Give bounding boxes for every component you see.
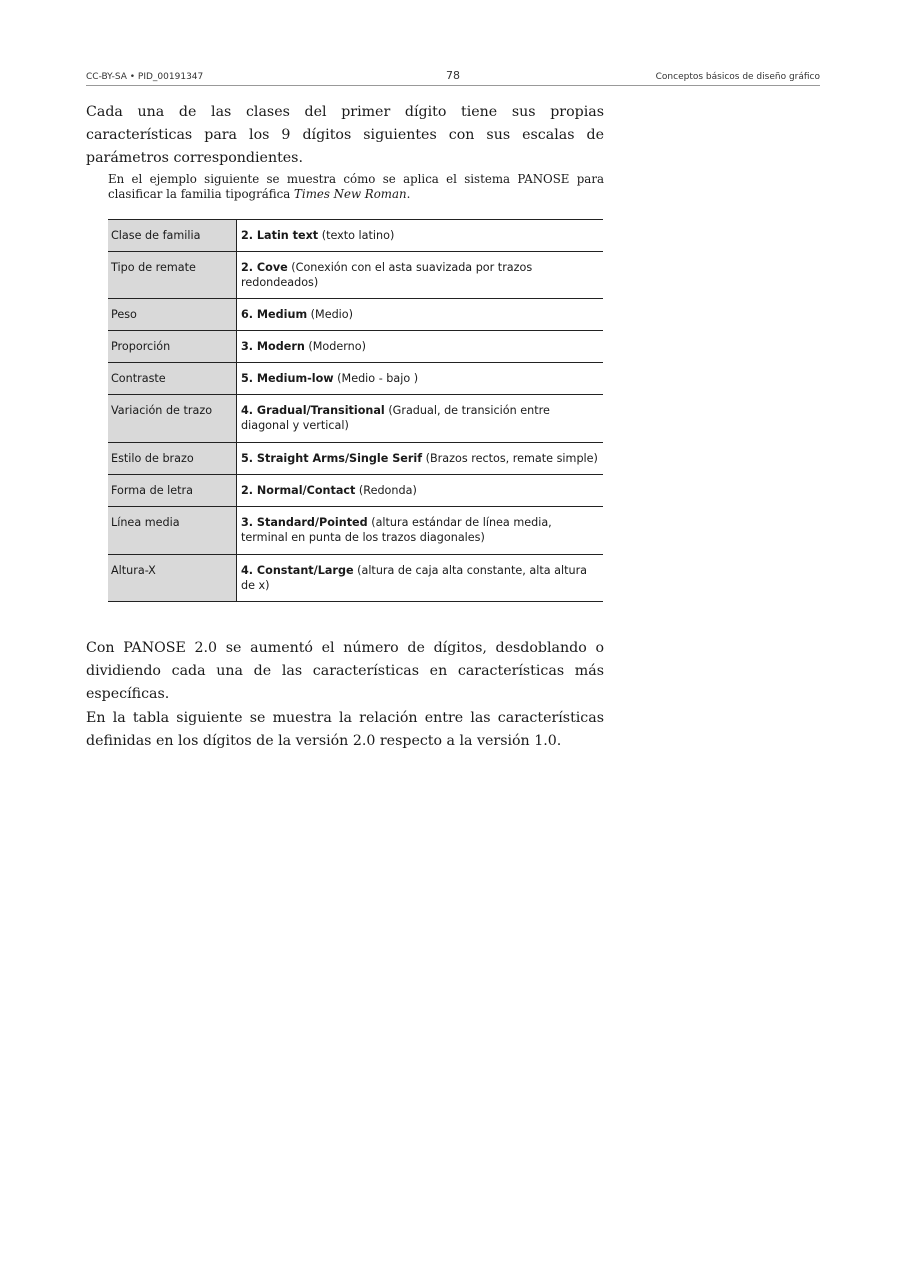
- row-value: [237, 252, 604, 299]
- value-code: 3. Modern: [241, 340, 305, 353]
- value-code: 3. Standard/Pointed: [241, 516, 368, 529]
- value-code: 5. Straight Arms/Single Serif: [241, 452, 423, 465]
- caption-text: En el ejemplo siguiente se muestra cómo se aplica el sistema PANOSE para clasificar la familia tipográfica: [108, 172, 604, 201]
- value-desc: (Medio - bajo ): [333, 372, 419, 385]
- value-code: 4. Constant/Large: [241, 564, 354, 577]
- table-row: [108, 475, 603, 507]
- value-code: 6. Medium: [241, 308, 308, 321]
- paragraph-panose-2: Con PANOSE 2.0 se aumentó el número de dígitos, desdoblando o dividiendo cada una de las características en características más específicas.: [86, 640, 604, 702]
- row-label: Contraste: [108, 363, 237, 395]
- value-code: 4. Gradual/Transitional: [241, 404, 385, 417]
- value-desc: (altura de caja alta constante, alta altura de x): [241, 564, 588, 592]
- table-row: [108, 507, 603, 555]
- value-code: 2. Latin text: [241, 229, 319, 242]
- value-desc: (Gradual, de transición entre diagonal y vertical): [241, 404, 550, 432]
- row-label: Proporción: [108, 331, 237, 363]
- paragraph-intro: Cada una de las clases del primer dígito tiene sus propias características para los 9 dígitos siguientes con sus escalas de parámetros correspondientes.: [86, 104, 604, 166]
- row-label: Estilo de brazo: [108, 443, 237, 475]
- row-value: [237, 220, 604, 252]
- running-title: Conceptos básicos de diseño gráfico: [655, 72, 820, 82]
- row-label: Forma de letra: [108, 475, 237, 507]
- row-value: [237, 555, 604, 602]
- license-id: CC-BY-SA • PID_00191347: [86, 72, 204, 82]
- page-header: [86, 68, 820, 86]
- value-desc: (Brazos rectos, remate simple): [422, 452, 598, 465]
- value-desc: (Redonda): [355, 484, 417, 497]
- panose-table: [108, 219, 603, 602]
- table-row: [108, 555, 603, 602]
- row-label: Clase de familia: [108, 220, 237, 252]
- row-value: [237, 331, 604, 363]
- row-label: Variación de trazo: [108, 395, 237, 443]
- value-desc: (texto latino): [318, 229, 395, 242]
- row-label: Línea media: [108, 507, 237, 555]
- row-label: Tipo de remate: [108, 252, 237, 299]
- row-value: [237, 443, 604, 475]
- value-code: 2. Cove: [241, 261, 288, 274]
- row-value: [237, 395, 604, 443]
- table-row: [108, 252, 603, 299]
- table-row: [108, 299, 603, 331]
- row-value: [237, 299, 604, 331]
- table-row: [108, 220, 603, 252]
- table-row: [108, 443, 603, 475]
- value-desc: (altura estándar de línea media, terminal en punta de los trazos diagonales): [241, 516, 552, 544]
- caption-font-name: Times New Roman: [294, 187, 407, 201]
- value-desc: (Conexión con el asta suavizada por trazos redondeados): [241, 261, 533, 289]
- value-desc: (Moderno): [304, 340, 366, 353]
- row-value: [237, 475, 604, 507]
- table-row: [108, 363, 603, 395]
- value-desc: (Medio): [307, 308, 354, 321]
- value-code: 2. Normal/Contact: [241, 484, 356, 497]
- row-value: [237, 363, 604, 395]
- table-row: [108, 331, 603, 363]
- paragraph-table-intro: En la tabla siguiente se muestra la relación entre las características definidas en los dígitos de la versión 2.0 respecto a la versión 1.0.: [86, 710, 604, 749]
- value-code: 5. Medium-low: [241, 372, 334, 385]
- page-number: 78: [446, 69, 460, 82]
- caption-end: .: [406, 187, 411, 201]
- row-value: [237, 507, 604, 555]
- row-label: Peso: [108, 299, 237, 331]
- row-label: Altura-X: [108, 555, 237, 602]
- table-row: [108, 395, 603, 443]
- table-caption: [108, 172, 604, 202]
